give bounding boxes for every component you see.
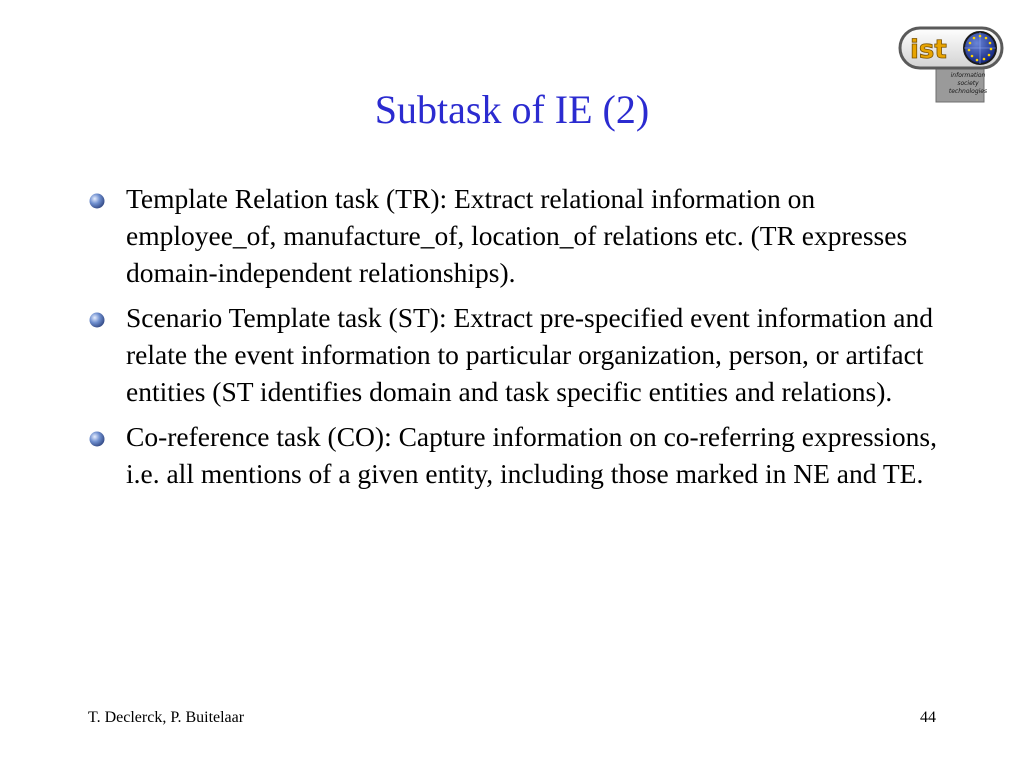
bullet-list (86, 180, 956, 500)
page-number: 44 (920, 709, 936, 726)
logo-caption-line-2: society (957, 80, 979, 87)
bullet-text: Template Relation task (TR): Extract relational information on employee_of, manufacture_of, location_of relations etc. (TR expresses domain-independent relationships). (126, 183, 908, 288)
logo-caption-line-1: information (950, 72, 986, 79)
bullet-item (86, 299, 956, 410)
footer-authors: T. Declerck, P. Buitelaar (88, 709, 245, 726)
bullet-item (86, 418, 956, 492)
sphere-bullet-icon (87, 191, 107, 211)
bullet-text: Scenario Template task (ST): Extract pre-specified event information and relate the event information to particular organization, person, or artifact entities (ST identifies domain and task specific entities and relations). (126, 302, 933, 407)
sphere-bullet-icon (87, 429, 107, 449)
logo-caption-line-3: technologies (948, 88, 988, 95)
logo-mark-text: ist (910, 35, 947, 65)
sphere-bullet-icon (87, 310, 107, 330)
slide-title: Subtask of IE (2) (374, 87, 650, 132)
bullet-text: Co-reference task (CO): Capture information on co-referring expressions, i.e. all mentions of a given entity, including those marked in NE and TE. (126, 421, 937, 489)
bullet-item (86, 180, 956, 291)
